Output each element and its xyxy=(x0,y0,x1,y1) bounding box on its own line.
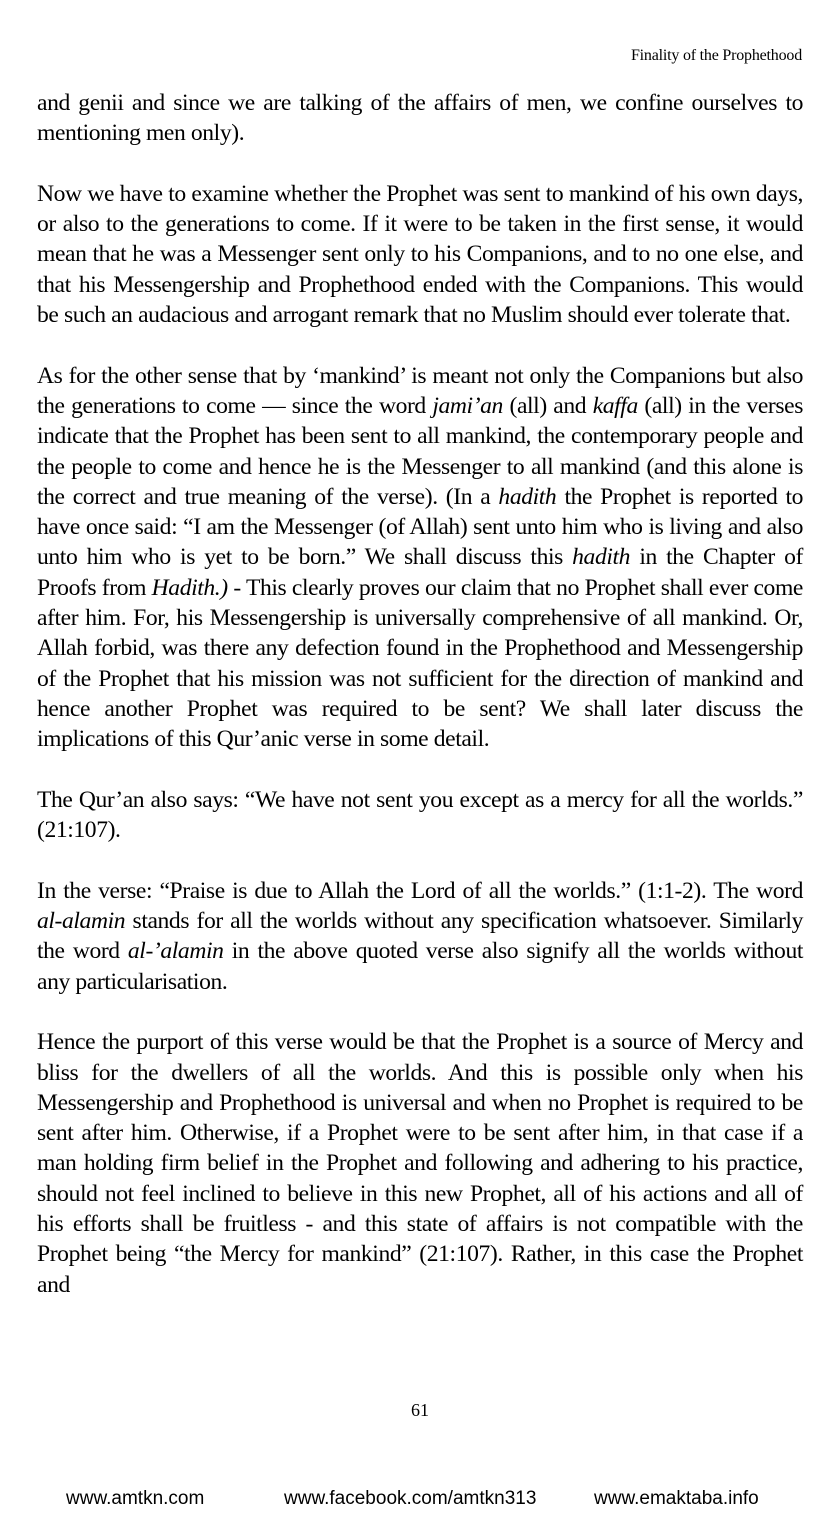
text-run: in the Chapter of Proofs from xyxy=(37,544,803,601)
paragraph-6: Hence the purport of this verse would be that the Prophet is a source of Mercy and bliss for the dwellers of all the worlds. And this is possible only when his Messengership and Prophethood is universal and when no Prophet is required to be sent after him. Otherwise, if a Prophet were to be sent after him, in that case if a man holding firm belief in the Prophet and following and adhering to his practice, should not feel inclined to believe in this new Prophet, all of his actions and all of his efforts shall be fruitless - and this state of affairs is not compatible with the Prophet being “the Mercy for mankind” (21:107). Rather, in this case the Prophet and xyxy=(37,1029,803,1298)
italic-term: Hadith.) xyxy=(151,574,228,601)
text-run: - This clearly proves our claim that no Prophet shall ever come after him. For, his Messengership is universally comprehensive of all mankind. Or, Allah forbid, was there any defection found in the Prophethood and Messengership of the Prophet that his mission was not sufficient for the direction of mankind and hence another Prophet was required to be sent? We shall later discuss the implications of this Qur’anic verse in some detail. xyxy=(37,574,803,753)
italic-term: al-alamin xyxy=(37,908,126,935)
text-run: the Prophet is reported to have once said: “I am the Messenger (of Allah) sent unto him who is living and also unto him who is yet to be born.” We shall discuss this xyxy=(37,483,804,571)
running-header: Finality of the Prophethood xyxy=(630,47,802,64)
paragraph-4: The Qur’an also says: “We have not sent you except as a mercy for all the worlds.” (21:107). xyxy=(37,786,803,844)
footer-link-website[interactable]: www.amtkn.com xyxy=(66,1488,205,1509)
footer-link-facebook[interactable]: www.facebook.com/amtkn313 xyxy=(284,1488,537,1509)
italic-term: al-’alamin xyxy=(127,938,224,965)
body-text xyxy=(37,88,803,1300)
italic-term: jami’an xyxy=(432,392,503,419)
italic-term: hadith xyxy=(498,483,557,510)
footer-link-emaktaba[interactable]: www.emaktaba.info xyxy=(594,1488,759,1509)
text-run: In the verse: “Praise is due to Allah the Lord of all the worlds.” (1:1-2). The word xyxy=(37,877,803,904)
paragraph-5 xyxy=(37,876,803,997)
text-run: (all) in the verses indicate that the Prophet has been sent to all mankind, the contemporary people and the people to come and hence he is the Messenger to all mankind (and this alone is the correct and true meaning of the verse). (In a xyxy=(37,392,803,510)
italic-term: hadith xyxy=(572,544,631,571)
page-number: 61 xyxy=(411,1400,429,1420)
text-run: stands for all the worlds without any specification whatsoever. Similarly the word xyxy=(37,908,803,965)
text-run: (all) and xyxy=(502,392,593,419)
paragraph-2: Now we have to examine whether the Prophet was sent to mankind of his own days, or also to the generations to come. If it were to be taken in the first sense, it would mean that he was a Messenger sent only to his Companions, and to no one else, and that his Messengership and Prophethood ended with the Companions. This would be such an audacious and arrogant remark that no Muslim should ever tolerate that. xyxy=(37,180,803,329)
italic-term: kaffa xyxy=(592,392,638,419)
paragraph-1: and genii and since we are talking of the affairs of men, we confine ourselves to mentioning men only). xyxy=(37,90,803,147)
paragraph-3 xyxy=(37,361,803,755)
text-run: As for the other sense that by ‘mankind’ is meant not only the Companions but also the generations to come — since the word xyxy=(37,362,803,419)
text-run: in the above quoted verse also signify all the worlds without any particularisation. xyxy=(37,938,803,995)
